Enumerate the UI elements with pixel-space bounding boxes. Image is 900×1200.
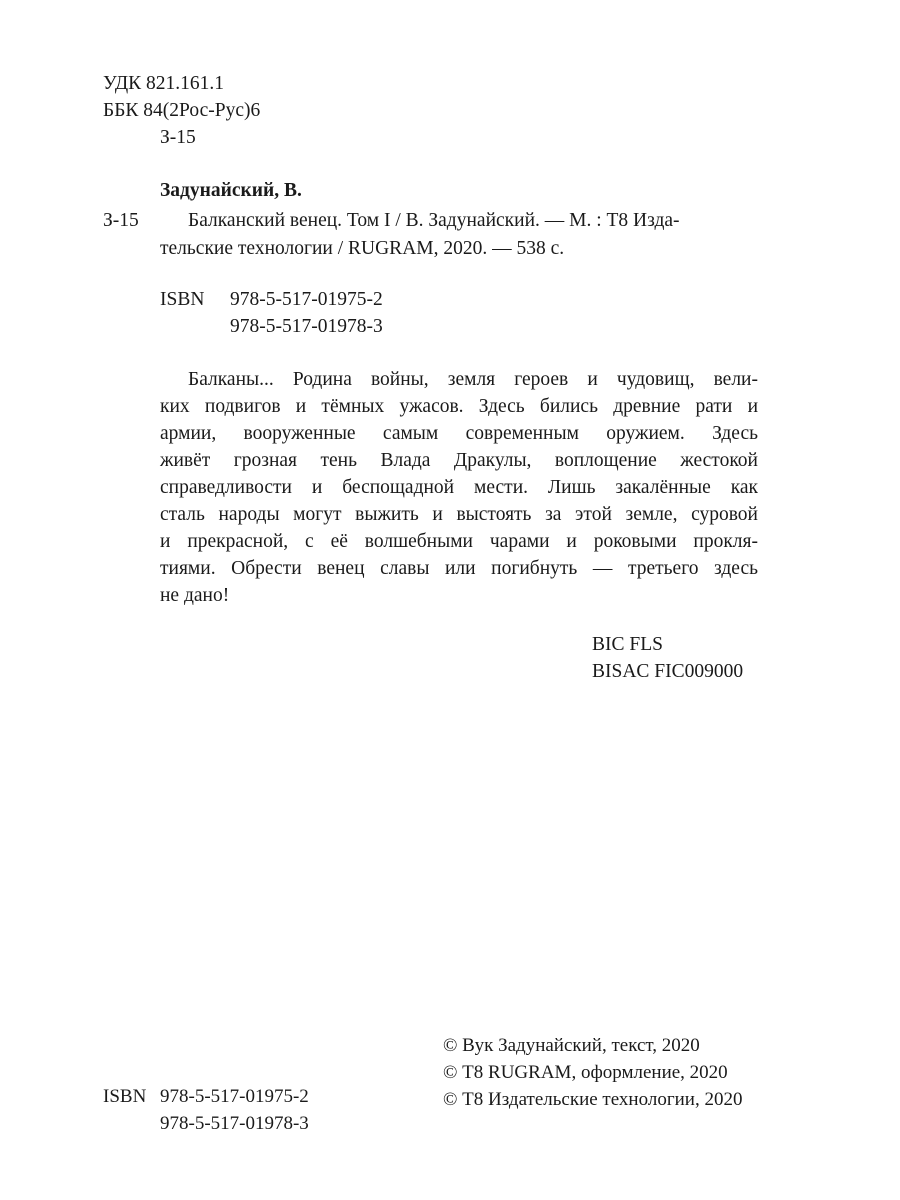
title-line-2: тельские технологии / RUGRAM, 2020. — 538 с. [160,238,565,259]
bbk-line [103,100,260,122]
author-mark-top: З-15 [160,127,196,148]
copyright-line: © Т8 Издательские технологии, 2020 [443,1089,743,1110]
annotation-line: армии, вооруженные самым современным оружием. Здесь [160,423,758,444]
title-line-1: Балканский венец. Том I / В. Задунайский. — М. : Т8 Изда- [188,210,680,231]
author-mark-record: З-15 [103,210,139,231]
annotation-line: ких подвигов и тёмных ужасов. Здесь бились древние рати и [160,396,758,417]
annotation-line: живёт грозная тень Влада Дракулы, воплощение жестокой [160,450,758,471]
annotation-line: сталь народы могут выжить и выстоять за этой земле, суровой [160,504,758,525]
annotation-line: не дано! [160,585,230,606]
bic-code: BIC FLS [592,634,663,655]
udk-value: 821.161.1 [146,73,225,94]
bisac-code: BISAC FIC009000 [592,661,744,682]
bbk-value: 84(2Рос-Рус)6 [143,100,261,121]
annotation-line: справедливости и беспощадной мести. Лишь закалённые как [160,477,758,498]
author-name: Задунайский, В. [160,180,302,201]
isbn-number-top-2: 978-5-517-01978-3 [230,316,383,337]
copyright-block [443,1032,742,1113]
udk-label: УДК [103,73,142,94]
annotation-line: и прекрасной, с её волшебными чарами и роковыми прокля- [160,531,758,552]
isbn-label-top: ISBN [160,289,205,310]
copyright-line: © Т8 RUGRAM, оформление, 2020 [443,1062,728,1083]
udk-line [103,73,224,95]
copyright-line: © Вук Задунайский, текст, 2020 [443,1035,700,1056]
annotation-line: Балканы... Родина войны, земля героев и чудовищ, вели- [188,369,758,390]
isbn-number-top-1: 978-5-517-01975-2 [230,289,383,310]
isbn-label-bottom: ISBN [103,1086,147,1107]
annotation [160,366,758,609]
isbn-number-bottom-2: 978-5-517-01978-3 [160,1113,309,1134]
isbn-number-bottom-1: 978-5-517-01975-2 [160,1086,309,1107]
bbk-label: ББК [103,100,139,121]
annotation-line: тиями. Обрести венец славы или погибнуть — третьего здесь [160,558,758,579]
